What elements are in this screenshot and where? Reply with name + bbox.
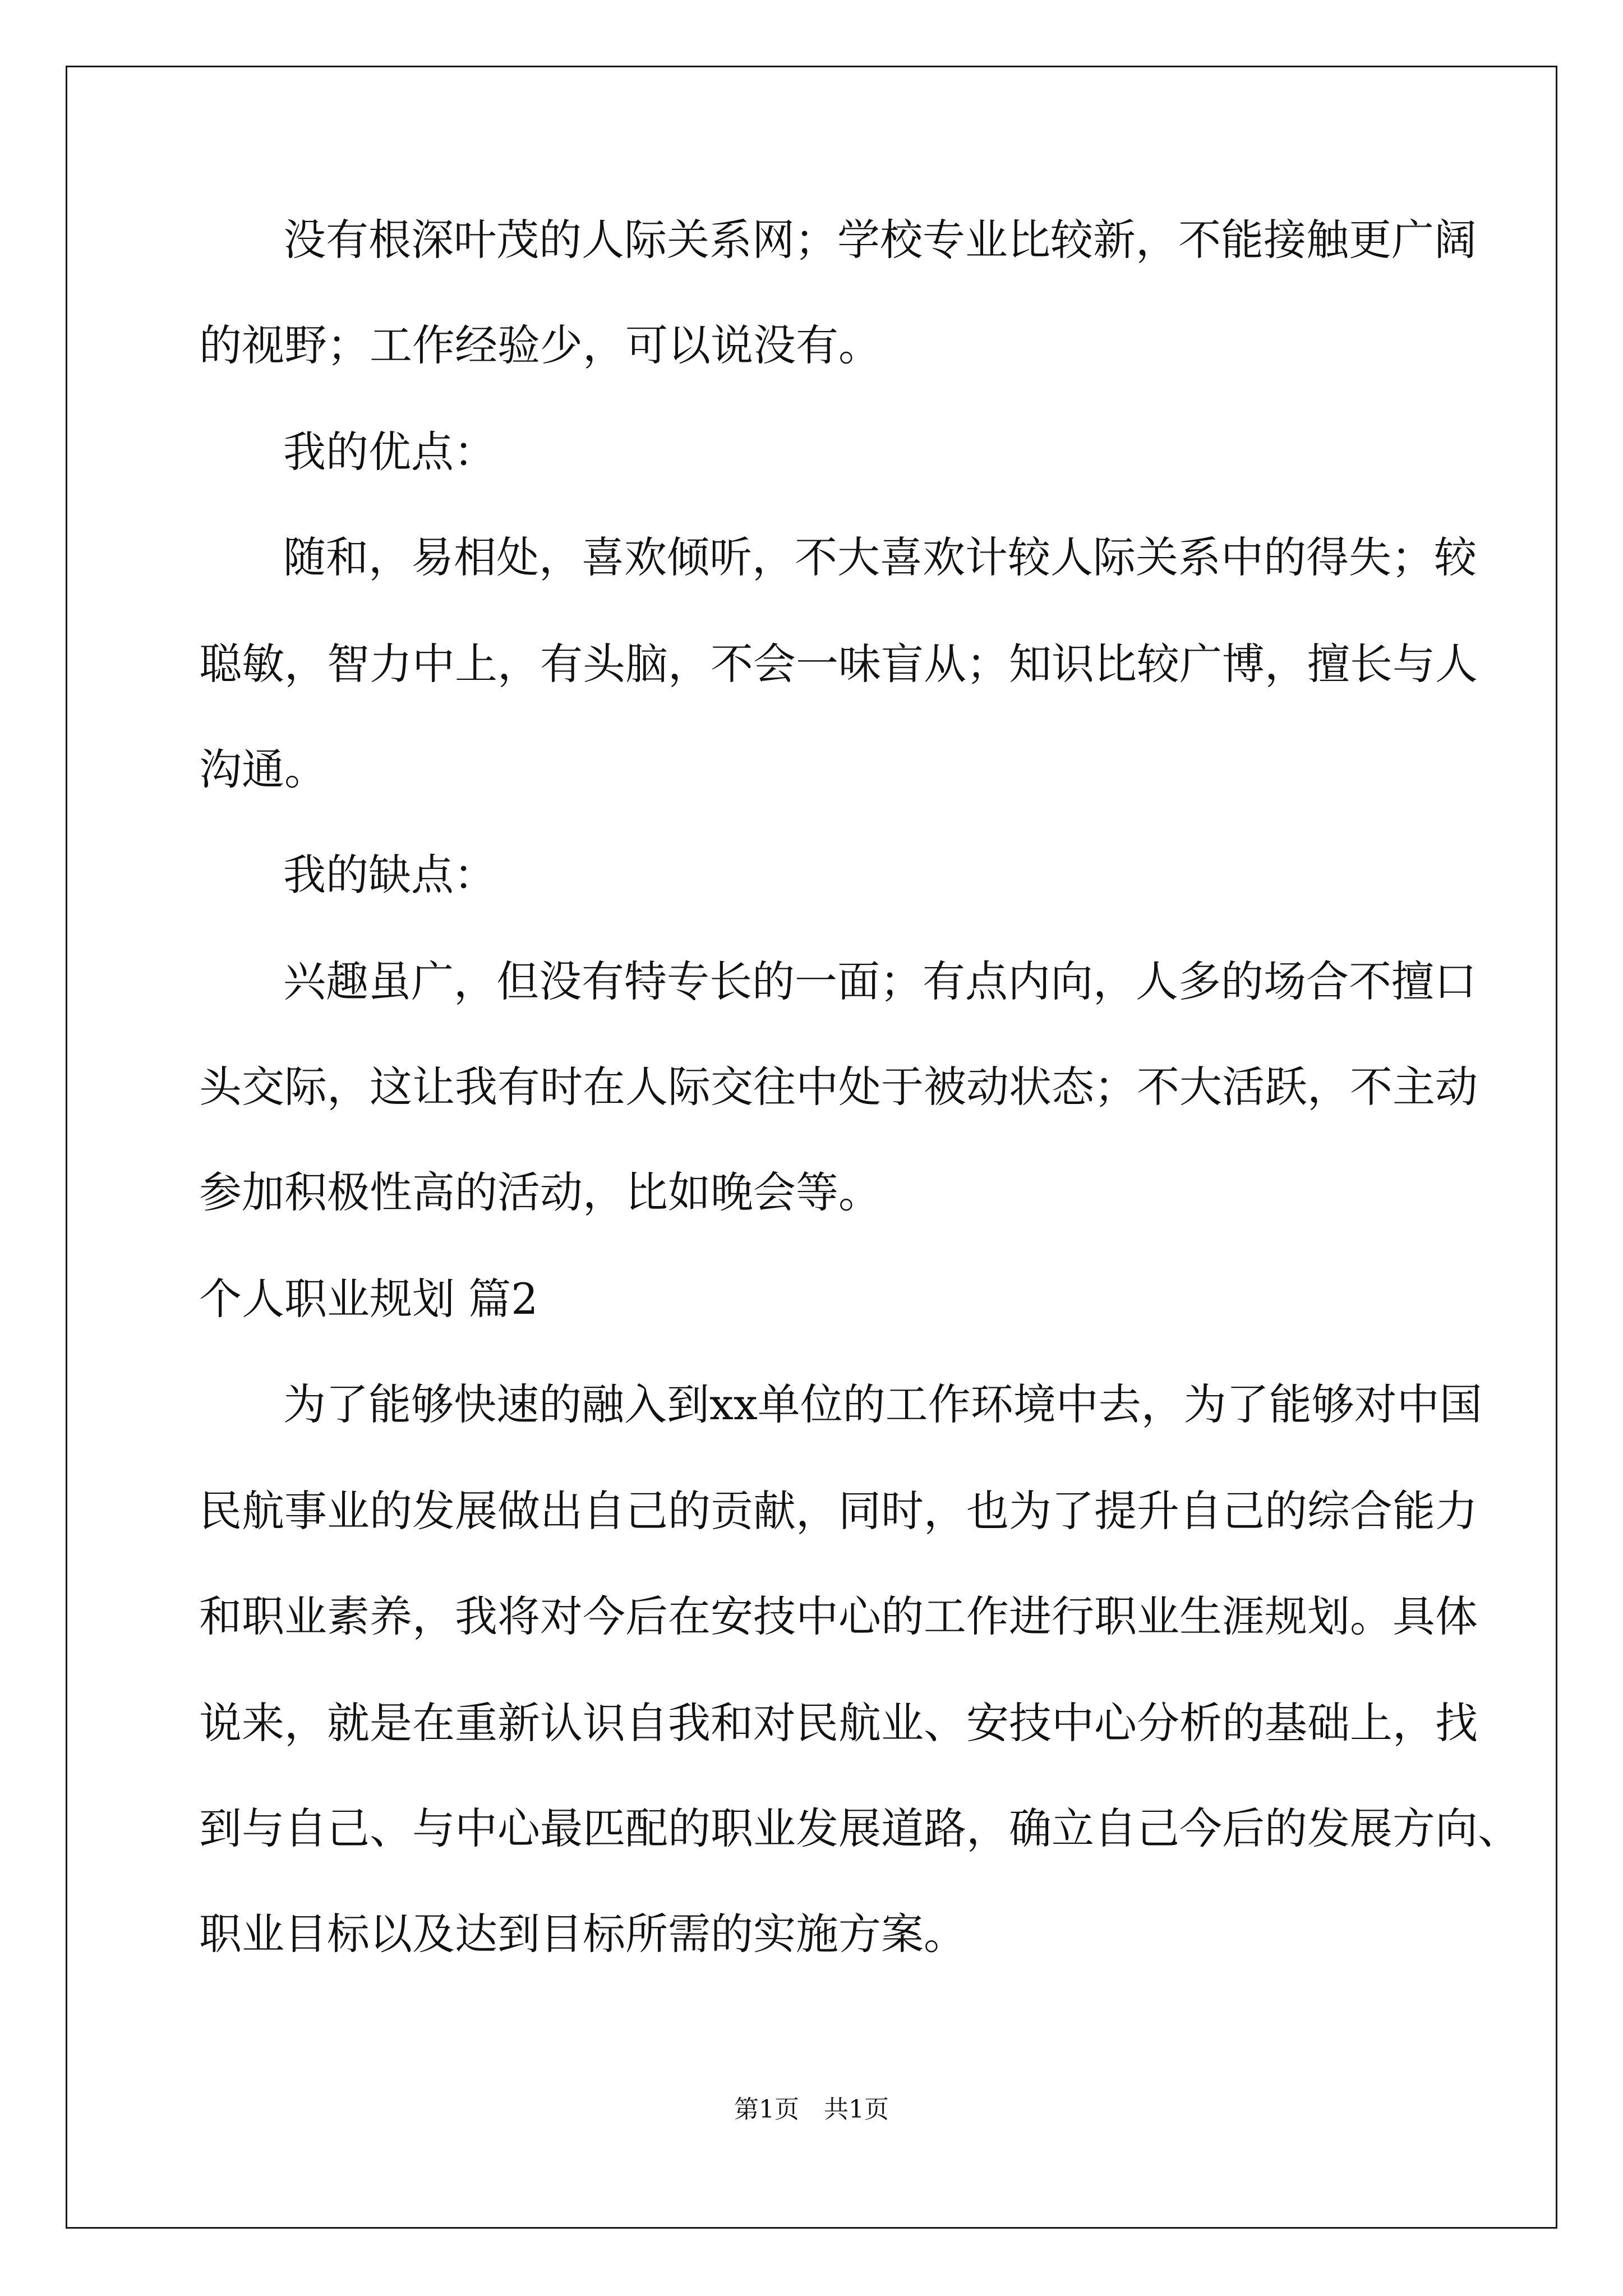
paragraph-line: 到与自己、与中心最匹配的职业发展道路，确立自己今后的发展方向、 bbox=[199, 1803, 1520, 1853]
paragraph-line: 我的缺点： bbox=[283, 850, 496, 900]
paragraph-line: 聪敏，智力中上，有头脑，不会一味盲从；知识比较广博，擅长与人 bbox=[199, 639, 1478, 689]
paragraph-line: 的视野；工作经验少，可以说没有。 bbox=[199, 320, 881, 370]
paragraph-line: 没有根深叶茂的人际关系网；学校专业比较新，不能接触更广阔 bbox=[283, 215, 1477, 265]
paragraph-line: 民航事业的发展做出自己的贡献，同时，也为了提升自己的综合能力 bbox=[199, 1486, 1478, 1536]
paragraph-line: 参加积极性高的活动，比如晚会等。 bbox=[199, 1167, 881, 1217]
paragraph-line: 兴趣虽广，但没有特专长的一面；有点内向，人多的场合不擅口 bbox=[283, 956, 1477, 1006]
paragraph-line: 头交际，这让我有时在人际交往中处于被动状态；不大活跃，不主动 bbox=[199, 1062, 1478, 1112]
paragraph-line: 为了能够快速的融入到xx单位的工作环境中去，为了能够对中国 bbox=[283, 1379, 1482, 1429]
page-number: 第1页 共1页 bbox=[734, 2095, 889, 2124]
paragraph-line: 职业目标以及达到目标所需的实施方案。 bbox=[199, 1909, 966, 1959]
paragraph-line: 随和，易相处，喜欢倾听，不大喜欢计较人际关系中的得失；较 bbox=[283, 532, 1477, 582]
paragraph-line: 说来，就是在重新认识自我和对民航业、安技中心分析的基础上，找 bbox=[199, 1698, 1478, 1748]
section-heading: 个人职业规划 篇2 bbox=[199, 1274, 538, 1324]
paragraph-line: 和职业素养，我将对今后在安技中心的工作进行职业生涯规划。具体 bbox=[199, 1591, 1478, 1641]
paragraph-line: 沟通。 bbox=[199, 744, 327, 794]
page-border bbox=[66, 66, 1557, 2229]
paragraph-line: 我的优点： bbox=[283, 427, 496, 477]
